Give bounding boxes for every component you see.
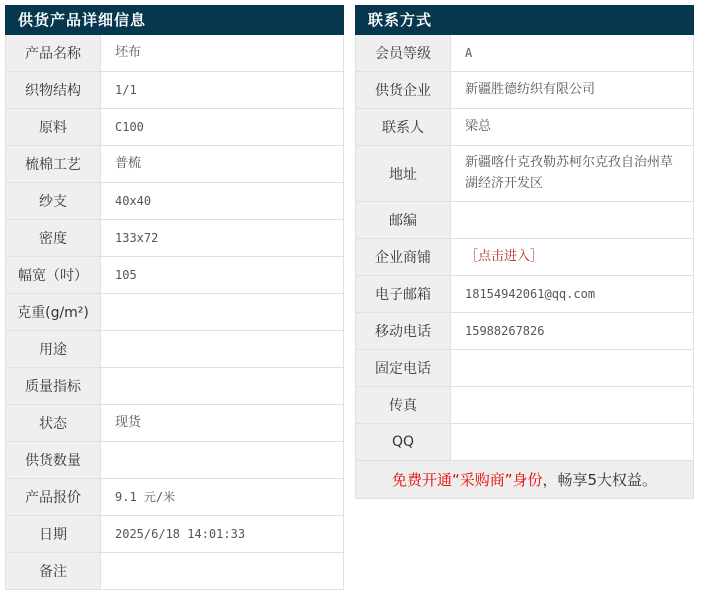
- row-qq: [356, 424, 693, 461]
- product-details-table: [5, 35, 344, 590]
- buyer-promo-banner: [356, 461, 693, 499]
- row-company-shop: [356, 239, 693, 276]
- row-density: [6, 220, 343, 257]
- field-value: 9.1 元/米: [101, 479, 343, 515]
- field-value: 现货: [101, 405, 343, 441]
- row-supply-quantity: [6, 442, 343, 479]
- field-value: 2025/6/18 14:01:33: [101, 516, 343, 552]
- buyer-promo-link[interactable]: 免费开通“采购商”身份: [391, 471, 543, 489]
- field-value: 1/1: [101, 72, 343, 108]
- row-remarks: [6, 553, 343, 590]
- contact-info-table: [355, 35, 694, 499]
- field-value: 新疆喀什克孜勒苏柯尔克孜自治州草湖经济开发区: [451, 146, 693, 201]
- field-label: 地址: [356, 146, 451, 201]
- row-contact-person: [356, 109, 693, 146]
- field-value: [101, 294, 343, 330]
- field-value: 40x40: [101, 183, 343, 219]
- row-supplier-company: [356, 72, 693, 109]
- contact-info-title: 联系方式: [355, 5, 694, 35]
- field-value: 15988267826: [451, 313, 693, 349]
- row-email: [356, 276, 693, 313]
- field-label: 质量指标: [6, 368, 101, 404]
- field-value: [451, 387, 693, 423]
- row-member-level: [356, 35, 693, 72]
- field-value: A: [451, 35, 693, 71]
- row-width: [6, 257, 343, 294]
- field-label: 用途: [6, 331, 101, 367]
- row-status: [6, 405, 343, 442]
- row-mobile-phone: [356, 313, 693, 350]
- row-quality-index: [6, 368, 343, 405]
- field-label: QQ: [356, 424, 451, 460]
- field-value: 坯布: [101, 35, 343, 71]
- row-fax: [356, 387, 693, 424]
- field-label: 传真: [356, 387, 451, 423]
- field-label: 密度: [6, 220, 101, 256]
- field-label: 备注: [6, 553, 101, 589]
- product-details-title: 供货产品详细信息: [5, 5, 344, 35]
- field-value: 133x72: [101, 220, 343, 256]
- field-value: 18154942061@qq.com: [451, 276, 693, 312]
- field-label: 状态: [6, 405, 101, 441]
- row-usage: [6, 331, 343, 368]
- row-address: [356, 146, 693, 202]
- field-value: [101, 331, 343, 367]
- field-value: [451, 424, 693, 460]
- row-date: [6, 516, 343, 553]
- field-label: 产品报价: [6, 479, 101, 515]
- field-label: 供货数量: [6, 442, 101, 478]
- field-value: C100: [101, 109, 343, 145]
- field-label: 移动电话: [356, 313, 451, 349]
- field-value: 105: [101, 257, 343, 293]
- field-label: 固定电话: [356, 350, 451, 386]
- field-value: [101, 442, 343, 478]
- field-label: 原料: [6, 109, 101, 145]
- row-yarn-count: [6, 183, 343, 220]
- product-details-panel: [5, 5, 344, 590]
- row-carding-process: [6, 146, 343, 183]
- field-label: 邮编: [356, 202, 451, 238]
- row-postal-code: [356, 202, 693, 239]
- field-label: 企业商铺: [356, 239, 451, 275]
- row-raw-material: [6, 109, 343, 146]
- row-landline-phone: [356, 350, 693, 387]
- row-product-name: [6, 35, 343, 72]
- field-label: 联系人: [356, 109, 451, 145]
- field-value: 梁总: [451, 109, 693, 145]
- field-label: 幅宽（吋）: [6, 257, 101, 293]
- field-label: 织物结构: [6, 72, 101, 108]
- field-label: 克重(g/m²): [6, 294, 101, 330]
- field-label: 供货企业: [356, 72, 451, 108]
- field-value: [101, 553, 343, 589]
- field-label: 梳棉工艺: [6, 146, 101, 182]
- field-value: [451, 350, 693, 386]
- row-grammage: [6, 294, 343, 331]
- buyer-promo-rest: ，畅享5大权益。: [542, 471, 658, 489]
- field-label: 电子邮箱: [356, 276, 451, 312]
- field-label: 产品名称: [6, 35, 101, 71]
- contact-info-panel: [355, 5, 694, 590]
- row-fabric-structure: [6, 72, 343, 109]
- field-value: 新疆胜德纺织有限公司: [451, 72, 693, 108]
- field-label: 会员等级: [356, 35, 451, 71]
- field-value: 普梳: [101, 146, 343, 182]
- row-product-price: [6, 479, 343, 516]
- field-value: [101, 368, 343, 404]
- field-label: 纱支: [6, 183, 101, 219]
- field-label: 日期: [6, 516, 101, 552]
- shop-enter-link[interactable]: ［点击进入］: [451, 239, 693, 275]
- field-value: [451, 202, 693, 238]
